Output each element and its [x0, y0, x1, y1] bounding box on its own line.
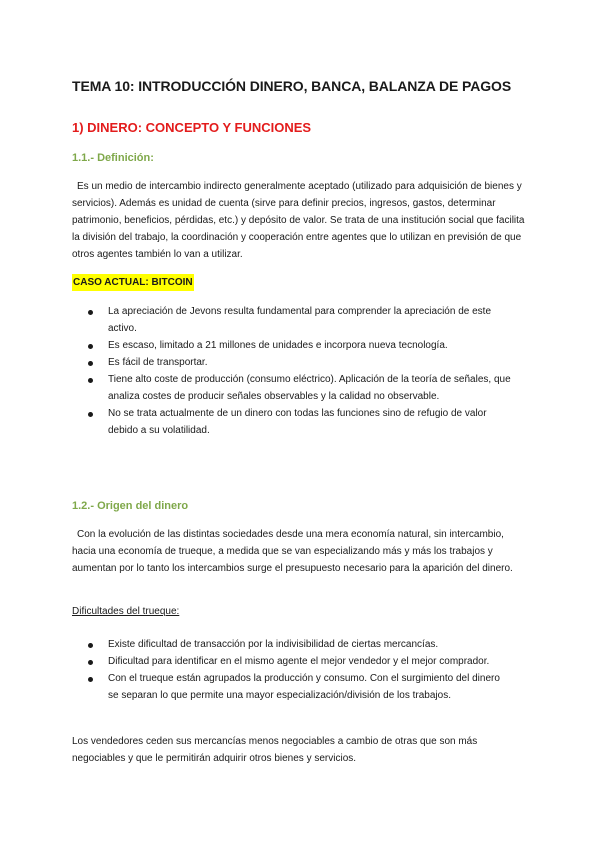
subsection-heading-origen: 1.2.- Origen del dinero	[72, 500, 189, 512]
bullet-icon	[88, 412, 93, 417]
bullet-icon	[88, 378, 93, 383]
bullet-icon	[88, 361, 93, 366]
document-title: TEMA 10: INTRODUCCIÓN DINERO, BANCA, BALANZA DE PAGOS	[72, 78, 512, 94]
list-item: Es escaso, limitado a 21 millones de unidades e incorpora nueva tecnología.	[72, 337, 512, 354]
subsection-heading-definicion: 1.1.- Definición:	[72, 152, 154, 164]
list-item: Con el trueque están agrupados la producción y consumo. Con el surgimiento del dinero se separan lo que permite una mayor especialización/división de los trabajos.	[72, 670, 512, 704]
closing-paragraph: Los vendedores ceden sus mercancías menos negociables a cambio de otras que son más negociables y que le permitirán adquirir otros bienes y servicios.	[72, 736, 478, 764]
list-item: Existe dificultad de transacción por la indivisibilidad de ciertas mercancías.	[72, 636, 512, 653]
list-item: La apreciación de Jevons resulta fundamental para comprender la apreciación de este activo.	[72, 303, 512, 337]
bullet-icon	[88, 344, 93, 349]
section-heading-dinero: 1) DINERO: CONCEPTO Y FUNCIONES	[72, 120, 312, 135]
list-item: Dificultad para identificar en el mismo agente el mejor vendedor y el mejor comprador.	[72, 653, 512, 670]
highlighted-label-bitcoin: CASO ACTUAL: BITCOIN	[72, 274, 194, 291]
list-item: Es fácil de transportar.	[72, 354, 512, 371]
bullet-icon	[88, 677, 93, 682]
barter-bullet-list	[72, 636, 512, 704]
list-item: Tiene alto coste de producción (consumo eléctrico). Aplicación de la teoría de señales, que analiza costes de producir señales observables y la calidad no observable.	[72, 371, 512, 405]
list-item: No se trata actualmente de un dinero con todas las funciones sino de refugio de valor debido a su volatilidad.	[72, 405, 512, 439]
bitcoin-bullet-list	[72, 303, 512, 439]
origin-paragraph: Con la evolución de las distintas sociedades desde una mera economía natural, sin intercambio, hacia una economía de trueque, a medida que se van especializando más y más los trabajos y aumentan por lo tanto los intercambios surge el presupuesto necesario para la aparición del dinero.	[72, 529, 513, 574]
definition-paragraph: Es un medio de intercambio indirecto generalmente aceptado (utilizado para adquisición de bienes y servicios). Además es unidad de cuenta (sirve para definir precios, ingresos, gastos, determinar patrimonio, beneficios, pérdidas, etc.) y depósito de valor. Se trata de una institución social que facilita la división del trabajo, la coordinación y cooperación entre agentes que lo utilizan en previsión de que otros agentes también lo van a utilizar.	[72, 181, 525, 260]
bullet-icon	[88, 310, 93, 315]
barter-difficulties-label: Dificultades del trueque:	[72, 606, 180, 617]
bullet-icon	[88, 643, 93, 648]
bullet-icon	[88, 660, 93, 665]
